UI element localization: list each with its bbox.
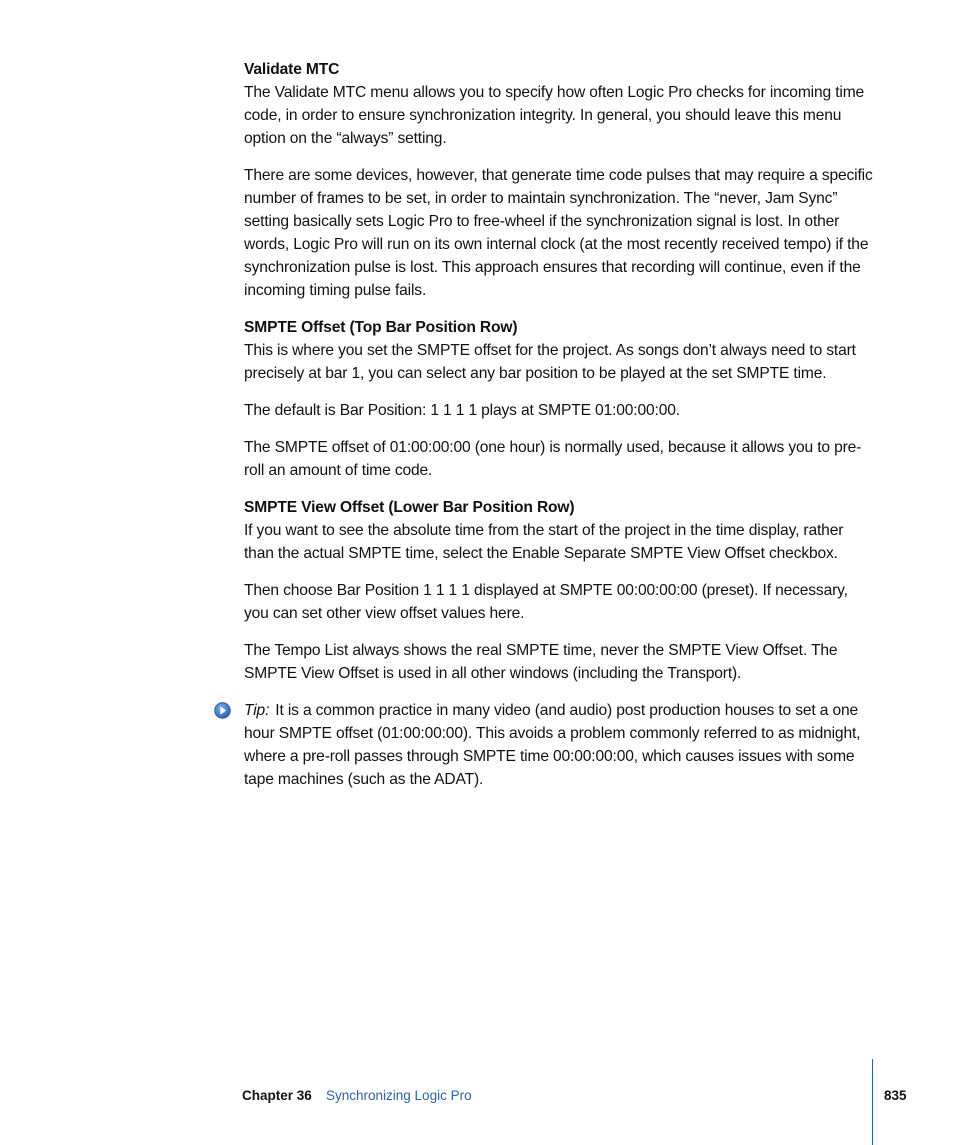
footer-chapter-title: Synchronizing Logic Pro [326, 1088, 472, 1103]
section-heading: Validate MTC [244, 61, 340, 78]
paragraph: The default is Bar Position: 1 1 1 1 plays at SMPTE 01:00:00:00. [244, 402, 680, 419]
paragraph: The SMPTE offset of 01:00:00:00 (one hour) is normally used, because it allows you to pre-roll an amount of time code. [244, 439, 862, 479]
tip-label: Tip: [244, 702, 270, 719]
section-validate-mtc [244, 58, 874, 302]
section-smpte-view-offset [244, 496, 874, 685]
paragraph: There are some devices, however, that generate time code pulses that may require a specific number of frames to be set, in order to maintain synchronization. The “never, Jam Sync” setting basically sets Logic Pro to free-wheel if the synchronization signal is lost. In other words, Logic Pro will run on its own internal clock (at the most recently received tempo) if the synchronization pulse is lost. This approach ensures that recording will continue, even if the incoming timing pulse fails. [244, 167, 873, 299]
paragraph: The Validate MTC menu allows you to specify how often Logic Pro checks for incoming time code, in order to ensure synchronization integrity. In general, you should leave this menu option on the “always” setting. [244, 84, 865, 147]
section-heading: SMPTE View Offset (Lower Bar Position Row) [244, 499, 575, 516]
tip-text: It is a common practice in many video (and audio) post production houses to set a one hour SMPTE offset (01:00:00:00). This avoids a problem commonly referred to as midnight, where a pre-roll passes through SMPTE time 00:00:00:00, which causes issues with some tape machines (such as the ADAT). [244, 702, 861, 788]
paragraph: Then choose Bar Position 1 1 1 1 displayed at SMPTE 00:00:00:00 (preset). If necessary, you can set other view offset values here. [244, 582, 848, 622]
tip-paragraph [244, 699, 874, 791]
tip-arrow-icon [214, 702, 231, 719]
footer-chapter: Chapter 36 [242, 1088, 312, 1103]
page-body [244, 58, 874, 805]
footer-divider [872, 1059, 873, 1145]
page-number: 835 [884, 1088, 907, 1103]
paragraph: This is where you set the SMPTE offset for the project. As songs don’t always need to start precisely at bar 1, you can select any bar position to be played at the set SMPTE time. [244, 342, 856, 382]
section-heading: SMPTE Offset (Top Bar Position Row) [244, 319, 518, 336]
paragraph: The Tempo List always shows the real SMPTE time, never the SMPTE View Offset. The SMPTE View Offset is used in all other windows (including the Transport). [244, 642, 838, 682]
paragraph: If you want to see the absolute time from the start of the project in the time display, rather than the actual SMPTE time, select the Enable Separate SMPTE View Offset checkbox. [244, 522, 844, 562]
section-smpte-offset [244, 316, 874, 482]
tip-callout [244, 699, 874, 791]
